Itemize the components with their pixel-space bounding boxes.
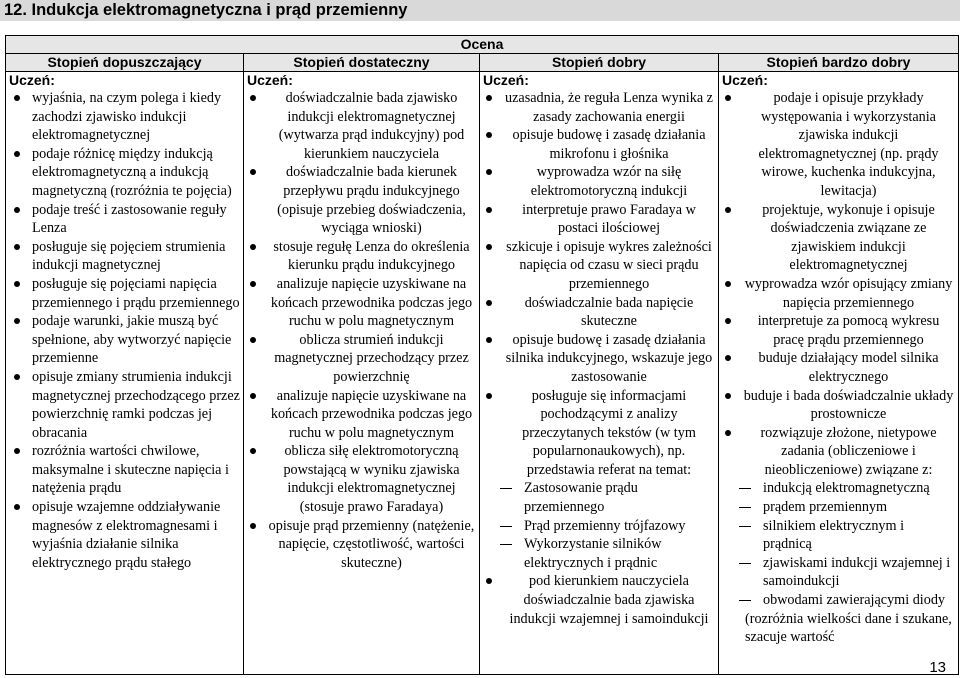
bullet-item [6,201,241,238]
bullet-icon [250,337,256,343]
bullet-item [480,163,716,200]
item-text: Zastosowanie prądu przemiennego [524,480,638,516]
item-text: projektuje, wykonuje i opisuje doświadczenia związane ze zjawiskiem indukcji elektromagnetycznej [762,201,935,274]
bullet-item [244,89,477,163]
grading-table [5,35,959,675]
item-text: posługuje się pojęciem strumienia indukcji magnetycznej [32,238,226,274]
dash-icon [500,488,512,489]
bullet-icon [725,281,731,287]
bullet-item [244,387,477,443]
item-text: zjawiskami indukcji wzajemnej i samoindukcji [763,554,951,590]
bullet-icon [14,374,20,380]
bullet-icon [250,244,256,250]
bullet-icon [250,281,256,287]
bullet-item [480,89,716,126]
bullet-item [6,238,241,275]
bullet-icon [250,448,256,454]
bullet-item [480,294,716,331]
bullet-icon [250,523,256,529]
item-text: wyjaśnia, na czym polega i kiedy zachodzi zjawisko indukcji elektromagnetycznej [32,90,222,144]
bullet-item [6,442,241,498]
item-text: wyprowadza wzór opisujący zmiany napięcia przemiennego [744,275,953,311]
bullet-icon [486,207,492,213]
item-text: doświadczalnie bada kierunek przepływu prądu indukcyjnego (opisuje przebieg doświadczenia, wyciąga wnioski) [277,164,466,237]
bullet-item [244,517,477,573]
requirements-column-4 [719,89,959,675]
item-text: podaje warunki, jakie muszą być spełnione, aby wytworzyć napięcie przemienne [32,313,232,367]
bullet-icon [486,169,492,175]
item-text: szkicuje i opisuje wykres zależności napięcia od czasu w sieci prądu przemiennego [506,238,712,292]
bullet-item [244,163,477,237]
bullet-item [244,238,477,275]
bullet-item [719,275,956,312]
bullet-item [480,387,716,480]
bullet-icon [725,430,731,436]
bullet-icon [486,95,492,101]
bullet-icon [14,504,20,510]
student-label-4: Uczeń: [719,72,959,90]
bullet-icon [486,393,492,399]
level-header-4: Stopień bardzo dobry [719,54,959,72]
requirements-column-2 [244,89,480,675]
bullet-icon [14,151,20,157]
item-text: pod kierunkiem nauczyciela doświadczalnie bada zjawiska indukcji wzajemnej i samoindukcji [509,573,709,627]
item-text: rozwiązuje złożone, nietypowe zadania (obliczeniowe i nieobliczeniowe) związane z: [760,424,937,478]
sub-item [719,498,956,517]
bullet-item [6,275,241,312]
level-header-2: Stopień dostateczny [244,54,480,72]
item-text: prądem przemiennym [763,499,888,516]
bullet-icon [486,337,492,343]
bullet-item [244,442,477,516]
bullet-item [480,201,716,238]
student-label-1: Uczeń: [6,72,244,90]
bullet-icon [14,207,20,213]
bullet-icon [725,355,731,361]
item-text: opisuje budowę i zasadę działania silnika indukcyjnego, wskazuje jego zastosowanie [505,331,713,385]
item-text: wyprowadza wzór na siłę elektromotoryczną indukcji [530,164,688,199]
requirements-column-1 [6,89,244,675]
bullet-item [244,275,477,331]
bullet-icon [14,95,20,101]
item-text: indukcją elektromagnetyczną [763,480,930,497]
bullet-item [480,238,716,294]
item-text: buduje działający model silnika elektrycznego [758,350,939,385]
bullet-icon [14,281,20,287]
level-header-1: Stopień dopuszczający [6,54,244,72]
bullet-icon [486,578,492,584]
student-label-3: Uczeń: [480,72,719,90]
item-text: opisuje prąd przemienny (natężenie, napięcie, częstotliwość, wartości skuteczne) [268,517,475,571]
bullet-item [6,89,241,145]
student-label-2: Uczeń: [244,72,480,90]
dash-icon [739,488,751,489]
section-title: 12. Indukcja elektromagnetyczna i prąd przemienny [0,0,960,21]
bullet-item [6,498,241,572]
bullet-item [244,331,477,387]
bullet-icon [250,169,256,175]
item-text: silnikiem elektrycznym i prądnicą [763,517,905,553]
bullet-icon [14,318,20,324]
item-text: Wykorzystanie silników elektrycznych i prądnic [524,536,662,571]
item-text: oblicza siłę elektromotoryczną powstającą w wyniku zjawiska indukcji elektromagnetycznej (stosuje prawo Faradaya) [283,443,460,516]
sub-item [480,517,716,536]
bullet-item [6,368,241,442]
group-header: Ocena [6,36,959,54]
bullet-icon [725,318,731,324]
item-text: oblicza strumień indukcji magnetycznej przechodzący przez powierzchnię [274,331,469,385]
bullet-item [719,201,956,275]
item-text: opisuje budowę i zasadę działania mikrofonu i głośnika [512,127,706,162]
item-text: Prąd przemienny trójfazowy [524,517,686,534]
bullet-icon [250,95,256,101]
item-text: posługuje się informacjami pochodzącymi z analizy przeczytanych tekstów (w tym popularnonaukowych), np. przedstawia referat na temat: [522,387,696,478]
bullet-item [480,572,716,628]
dash-icon [500,526,512,527]
note-text [719,610,956,647]
item-text: interpretuje prawo Faradaya w postaci ilościowej [522,201,696,237]
dash-icon [739,563,751,564]
sub-item [480,479,716,516]
bullet-icon [725,95,731,101]
bullet-icon [14,244,20,250]
sub-item [719,517,956,554]
bullet-item [480,126,716,163]
item-text: (rozróżnia wielkości dane i szukane, szacuje wartość [745,610,952,646]
bullet-icon [486,300,492,306]
bullet-item [719,89,956,201]
item-text: opisuje wzajemne oddziaływanie magnesów z elektromagnesami i wyjaśnia działanie silnika elektrycznego prądu stałego [32,499,221,571]
item-text: uzasadnia, że reguła Lenza wynika z zasady zachowania energii [505,90,713,125]
bullet-icon [14,448,20,454]
dash-icon [739,507,751,508]
item-text: buduje i bada doświadczalnie układy prostownicze [743,387,954,423]
bullet-item [719,312,956,349]
item-text: analizuje napięcie uzyskiwane na końcach przewodnika podczas jego ruchu w polu magnetycznym [270,387,473,441]
sub-item [719,554,956,591]
bullet-item [480,331,716,387]
item-text: doświadczalnie bada zjawisko indukcji elektromagnetycznej (wytwarza prąd indukcyjny) pod kierunkiem nauczyciela [278,90,465,162]
item-text: posługuje się pojęciami napięcia przemiennego i prądu przemiennego [32,275,240,311]
sub-item [719,479,956,498]
item-text: obwodami zawierającymi diody [763,592,946,609]
item-text: interpretuje za pomocą wykresu pracę prądu przemiennego [757,313,940,348]
item-text: podaje różnicę między indukcją elektromagnetyczną a indukcją magnetyczną (rozróżnia te pojęcia) [32,145,232,199]
sub-item [480,535,716,572]
item-text: doświadczalnie bada napięcie skuteczne [524,294,694,330]
sub-item [719,591,956,610]
bullet-icon [486,132,492,138]
dash-icon [500,544,512,545]
item-text: podaje treść i zastosowanie reguły Lenza [32,201,227,237]
bullet-icon [725,393,731,399]
bullet-icon [250,393,256,399]
item-text: opisuje zmiany strumienia indukcji magnetycznej przechodzącego przez powierzchnię ramki podczas jej obracania [32,368,240,441]
bullet-icon [486,244,492,250]
requirements-column-3 [480,89,719,675]
dash-icon [739,600,751,601]
item-text: analizuje napięcie uzyskiwane na końcach przewodnika podczas jego ruchu w polu magnetycznym [270,275,473,330]
item-text: stosuje regułę Lenza do określenia kierunku prądu indukcyjnego [273,238,470,274]
bullet-item [719,349,956,386]
bullet-item [6,312,241,368]
item-text: podaje i opisuje przykłady występowania i wykorzystania zjawiska indukcji elektromagnetycznej (np. prądy wirowe, kuchenka indukcyjna, lewitacja) [758,90,939,199]
level-header-3: Stopień dobry [480,54,719,72]
bullet-item [6,145,241,201]
bullet-icon [725,207,731,213]
dash-icon [739,526,751,527]
bullet-item [719,387,956,424]
bullet-item [719,424,956,480]
item-text: rozróżnia wartości chwilowe, maksymalne i skuteczne napięcia i natężenia prądu [32,443,229,497]
page-number: 13 [929,659,946,676]
